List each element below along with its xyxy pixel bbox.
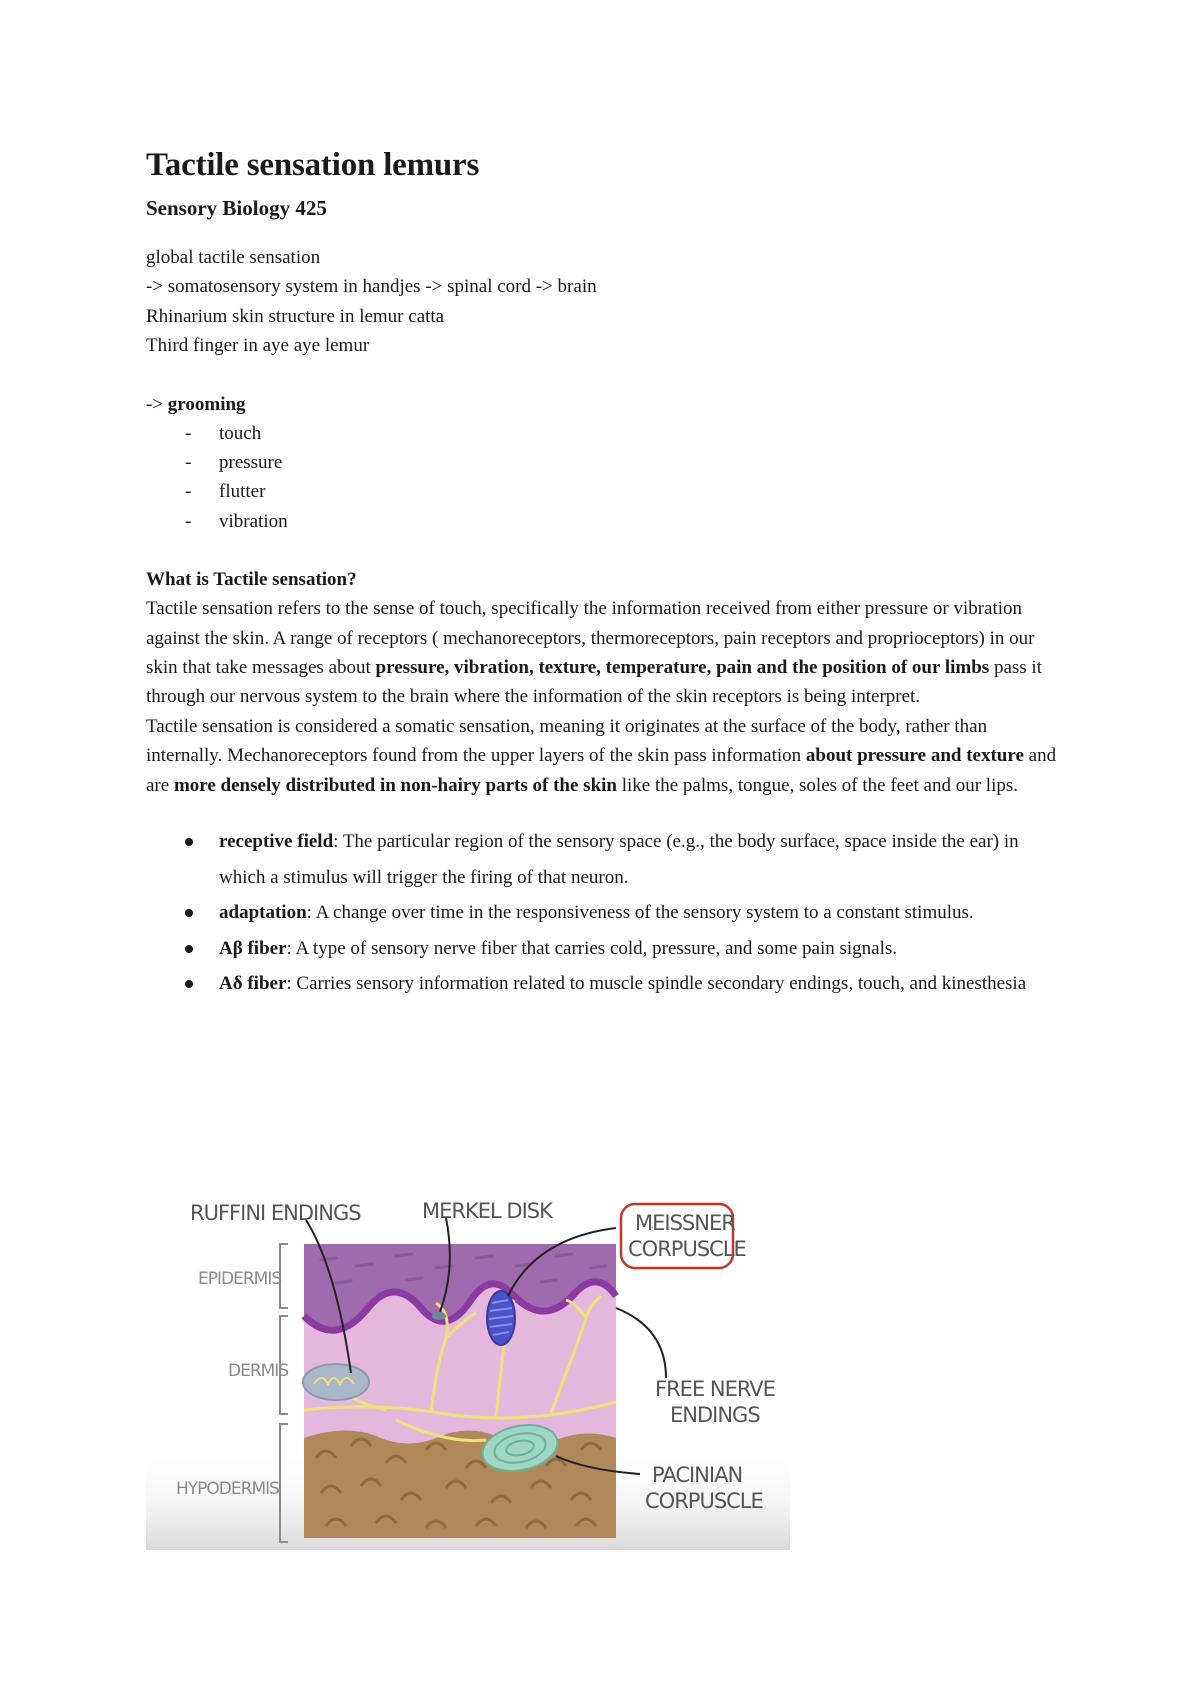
definition-text: : A change over time in the responsiveness of the sensory system to a constant stimulus. [306,902,974,924]
free-nerve-label-line1: FREE NERVE [655,1377,775,1401]
skin-diagram [146,1188,790,1550]
text-run: Tactile sensation refers to the sense of touch, specifically the information received from either pressure or vibration against the skin. A range of receptors ( mechanoreceptors, thermoreceptors, pain receptors and proprioceptors) in our skin that take messages about [146,598,1035,679]
list-item: - flutter [185,477,1066,506]
list-item: - pressure [185,448,1066,477]
definition-text: : A type of sensory nerve fiber that carries cold, pressure, and some pain signals. [286,937,897,959]
free-nerve-label-line2: ENDINGS [670,1403,760,1427]
bullet-icon [185,838,193,846]
grooming-heading [146,390,1066,419]
intro-line: Rhinarium skin structure in lemur catta [146,305,445,327]
page-title: Tactile sensation lemurs [146,147,480,183]
text-run: like the palms, tongue, soles of the feet and our lips. [616,774,1019,796]
ruffini-ending-shape [303,1364,369,1400]
skin-diagram-svg [146,1188,790,1550]
grooming-list [146,419,1066,536]
definition-item [185,966,1066,1002]
text-run: and are [146,745,1057,796]
list-item: - touch [185,419,1066,448]
bold-run: pressure, vibration, texture, temperature, pain and the position of our limbs [375,657,990,679]
document-body [146,140,1066,1002]
paragraph-2 [146,712,1066,800]
text-run: Tactile sensation is considered a somatic sensation, meaning it originates at the surface of the body, rather than internally. Mechanoreceptors found from the upper layers of the skin pass information [146,715,988,767]
ruffini-label: RUFFINI ENDINGS [190,1201,361,1225]
bullet-icon [185,945,193,953]
intro-line: global tactile sensation [146,247,321,268]
hypodermis-label: HYPODERMIS [176,1479,279,1499]
grooming-arrow: -> [146,393,168,415]
definition-item [185,824,1066,895]
pacinian-label-line2: CORPUSCLE [645,1489,763,1513]
text-run: pass it through our nervous system to the brain where the information of the skin receptors is being interpret. [146,657,1042,708]
section-heading: What is Tactile sensation? [146,568,357,590]
epidermis-label: EPIDERMIS [198,1269,282,1289]
grooming-label: grooming [167,393,246,415]
definition-text: : Carries sensory information related to muscle spindle secondary endings, touch, and kinesthesia [286,973,1027,995]
merkel-disk-shape [432,1312,446,1320]
list-item: - vibration [185,507,1066,536]
definition-list [146,824,1066,1002]
merkel-label: MERKEL DISK [422,1199,552,1223]
definition-term: receptive field [219,831,334,853]
definition-text: : The particular region of the sensory space (e.g., the body surface, space inside the ear) in which a stimulus will trigger the firing of that neuron. [219,831,1019,888]
meissner-label-line2: CORPUSCLE [628,1237,746,1261]
meissner-label-line1: MEISSNER [635,1211,735,1235]
page-subtitle: Sensory Biology 425 [146,196,327,220]
bullet-icon [185,980,193,988]
dermis-label: DERMIS [228,1361,289,1381]
bold-run: more densely distributed in non-hairy parts of the skin [173,774,617,796]
intro-line: Third finger in aye aye lemur [146,335,370,357]
definition-item [185,931,1066,967]
definition-item [185,895,1066,931]
definition-term: Aβ fiber [219,937,287,959]
bullet-icon [185,909,193,917]
paragraph-1 [146,594,1066,712]
pacinian-label-line1: PACINIAN [652,1463,743,1487]
definition-term: Aδ fiber [219,973,287,995]
bold-run: about pressure and texture [805,745,1024,767]
intro-line: -> somatosensory system in handjes -> spinal cord -> brain [146,276,597,298]
definition-term: adaptation [219,902,307,924]
